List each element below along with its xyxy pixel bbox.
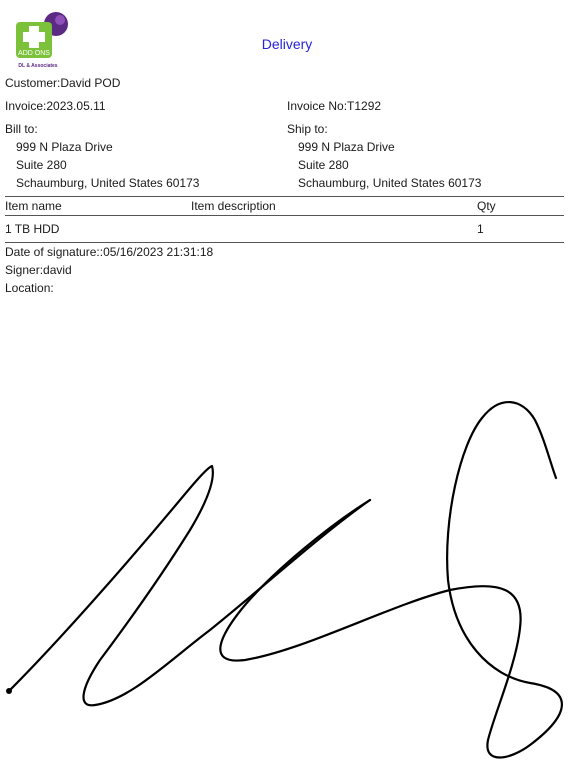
ship-to-line: 999 N Plaza Drive xyxy=(298,140,395,154)
ship-to-label: Ship to: xyxy=(287,122,328,136)
signature-stroke-1 xyxy=(8,466,370,705)
signer-label: Signer: xyxy=(5,263,44,277)
bill-to-line: Suite 280 xyxy=(16,158,67,172)
bill-to-line: Schaumburg, United States 60173 xyxy=(16,176,200,190)
invoice-date-value: 2023.05.11 xyxy=(46,99,106,113)
ship-to-line: Schaumburg, United States 60173 xyxy=(298,176,482,190)
customer-value: David POD xyxy=(60,76,121,90)
customer-line xyxy=(5,76,120,90)
table-bottom-rule xyxy=(5,242,564,243)
signature-date-label: Date of signature: xyxy=(5,245,100,259)
table-top-rule xyxy=(5,196,564,197)
invoice-number-line xyxy=(287,99,381,113)
location-label: Location: xyxy=(5,281,54,295)
table-row-qty: 1 xyxy=(477,222,484,236)
signature-date-value: :05/16/2023 21:31:18 xyxy=(99,245,214,259)
logo-company-text: DL & Associates xyxy=(18,63,58,69)
handwritten-signature xyxy=(0,300,574,769)
ship-to-line: Suite 280 xyxy=(298,158,349,172)
signature-date-line xyxy=(5,245,213,259)
column-header-qty: Qty xyxy=(477,199,496,213)
column-header-item-description: Item description xyxy=(191,199,276,213)
invoice-number-label: Invoice No: xyxy=(287,99,348,113)
invoice-date-line xyxy=(5,99,106,113)
logo-badge-text: ADD ONS xyxy=(18,50,50,57)
bill-to-label: Bill to: xyxy=(5,122,38,136)
signer-value: david xyxy=(43,263,72,277)
table-header-rule xyxy=(5,215,564,216)
invoice-date-label: Invoice: xyxy=(5,99,47,113)
signer-line xyxy=(5,263,72,277)
location-line xyxy=(5,281,54,295)
customer-label: Customer: xyxy=(5,76,61,90)
column-header-item-name: Item name xyxy=(5,199,62,213)
bill-to-line: 999 N Plaza Drive xyxy=(16,140,113,154)
invoice-number-value: T1292 xyxy=(347,99,382,113)
page-title: Delivery xyxy=(261,36,313,52)
table-row-item-name: 1 TB HDD xyxy=(5,222,60,236)
